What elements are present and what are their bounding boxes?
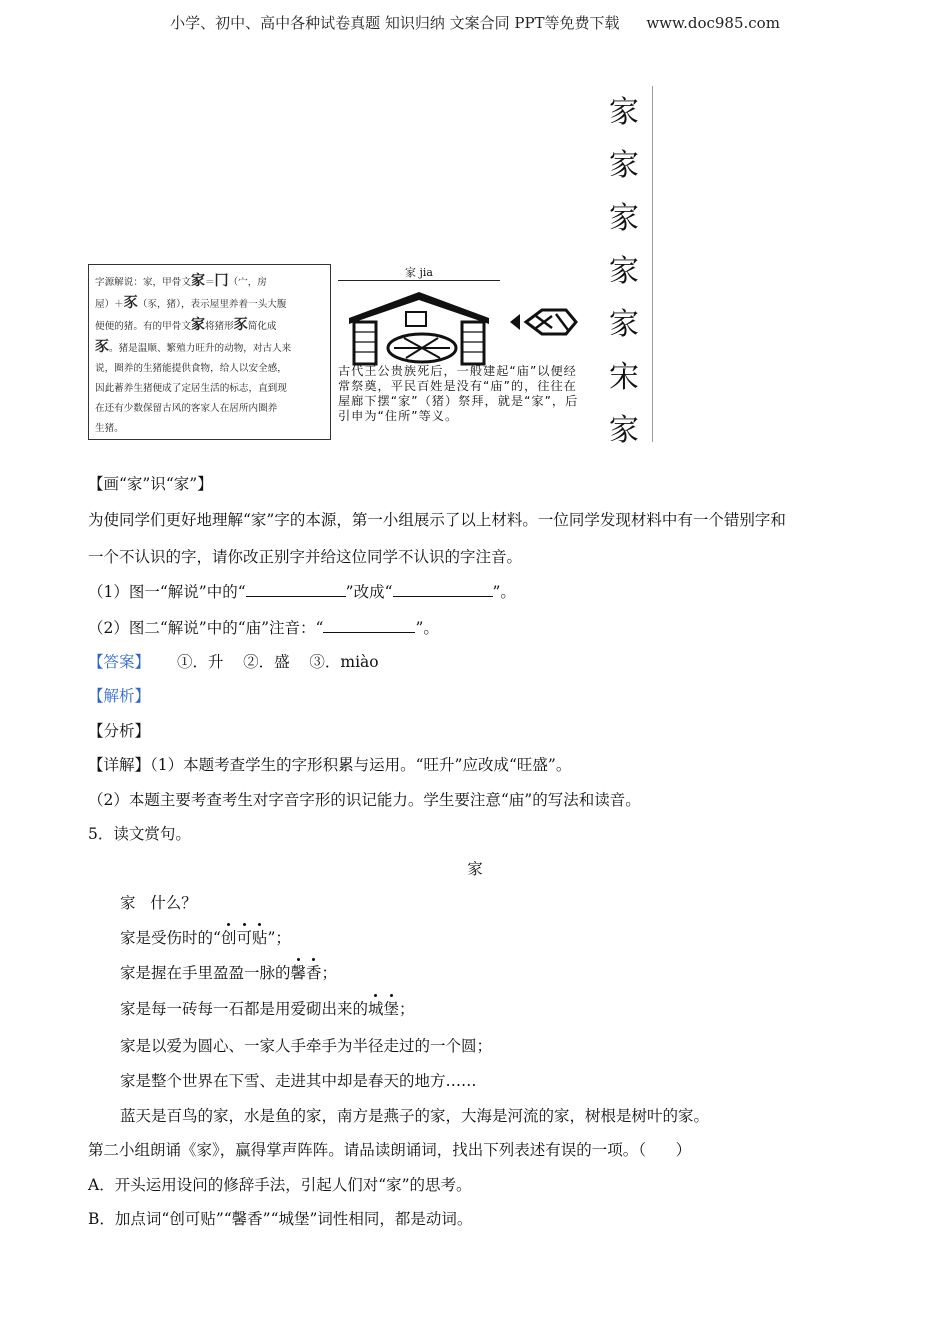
seal-script-glyph: 家 [609,201,639,236]
fig1-text: 说，圈养的生猪能提供食物，给人以安全感， [95,363,287,374]
seal-script-glyph: 家 [609,148,639,183]
fig1-text: 简化成 [247,321,277,332]
poem-title: 家 [467,860,483,878]
poem-text: ； [399,1000,415,1018]
detail-label: 【详解】 [88,756,151,774]
poem-text: 家是握在手里盈盈一脉的 [120,964,291,982]
detail-row [88,753,571,775]
question-1 [88,580,516,602]
poem-text: ”； [267,929,291,947]
dotted-char: 可 [236,926,252,948]
poem-line-5: 家是以爱为圆心、一家人手牵手为半径走过的一个圆； [120,1037,493,1055]
answer-row [88,650,379,672]
poem-line-4 [120,997,415,1019]
poem-line-7: 蓝天是百鸟的家，水是鱼的家，南方是燕子的家，大海是河流的家，树根是树叶的家。 [120,1107,710,1125]
poem-line-2 [120,926,291,948]
fig1-text: 屋）＋ [95,299,124,310]
fig1-text: 因此蓄养生猪便成了定居生活的标志，直到现 [95,383,287,394]
figure-1-explanation [88,264,331,440]
oracle-glyph-roof: 冂 [214,273,229,289]
seal-script-glyph: 家 [609,254,639,289]
answer-label: 【答案】 [88,653,151,671]
q1-mid: ”改成“ [345,583,393,601]
fig1-text: 生猪。 [95,423,124,434]
seal-script-glyph: 家 [609,95,639,130]
fig1-text: 字源解说：家，甲骨文 [95,277,191,288]
oracle-glyph-jia-2: 家 [190,317,205,333]
fig1-text: （宀，房 [228,277,267,288]
fig2-description: 古代王公贵族死后，一般建起“庙”以便经常祭奠，平民百姓是没有“庙”的，往往在屋廊下摆“家”（猪）祭拜，就是“家”，后引申为“住所”等义。 [338,364,579,423]
figure-group [88,86,668,446]
option-b[interactable]: B．加点词“创可贴”“馨香”“城堡”词性相同，都是动词。 [88,1210,473,1228]
fig1-text: 将猪形 [204,321,234,332]
oracle-glyph-jia: 家 [190,273,205,289]
answer-blank[interactable] [323,620,415,633]
house-illustration [344,288,494,366]
seal-script-glyph: 家 [609,413,639,448]
question-prompt: 第二小组朗诵《家》，赢得掌声阵阵。请品读朗诵词，找出下列表述有误的一项。（ ） [88,1141,692,1159]
intro-line-2: 一个不认识的字，请你改正别字并给这位同学不认识的字注音。 [88,548,523,566]
q1-prefix: （1）图一“解说”中的“ [88,583,246,601]
q2-suffix: ”。 [415,619,439,637]
answer-blank[interactable] [393,584,493,597]
fig1-text: 便便的猪。有的甲骨文 [95,321,191,332]
section-heading: 【画“家”识“家”】 [88,475,213,493]
analysis-label: 【解析】 [88,687,151,705]
q2-prefix: （2）图二“解说”中的“庙”注音：“ [88,619,324,637]
seal-script-glyph: 家 [609,307,639,342]
pig-glyph-illustration [508,304,580,340]
fenxi-label: 【分析】 [88,722,151,740]
intro-line-1: 为使同学们更好地理解“家”字的本源，第一小组展示了以上材料。一位同学发现材料中有一个错别字和 [88,511,786,529]
poem-text: 家是受伤时的“ [120,929,221,947]
poem-line-3 [120,961,337,983]
oracle-glyph-pig-3: 豕 [95,339,109,355]
page-header [0,12,950,33]
figure-2-house [338,264,586,446]
dotted-char: 香 [306,961,322,983]
fig1-text: 在还有少数保留古风的客家人在居所内圈养 [95,403,278,414]
answer-text: ①．升 ②．盛 ③．miào [176,653,379,671]
header-url[interactable]: www.doc985.com [646,14,780,32]
option-a[interactable]: A．开头运用设问的修辞手法，引起人们对“家”的思考。 [88,1176,472,1194]
fig1-text: ＝ [204,277,215,288]
seal-script-glyph: 宋 [609,360,639,395]
fig1-text: 。猪是温顺、繁殖力旺升的动物，对古人来 [109,343,292,354]
answer-blank[interactable] [246,584,346,597]
dotted-char: 馨 [291,961,307,983]
question-number: 5．读文赏句。 [88,825,191,843]
oracle-glyph-pig-2: 豕 [233,317,248,333]
header-text: 小学、初中、高中各种试卷真题 知识归纳 文案合同 PPT等免费下载 [170,14,620,32]
q1-suffix: ”。 [492,583,516,601]
poem-text: ； [321,964,338,982]
oracle-glyph-pig: 豕 [123,295,138,311]
fig2-caption: 家 jia [338,264,500,281]
dotted-char: 贴 [252,926,268,948]
question-2 [88,616,439,638]
dotted-char: 创 [221,926,237,948]
fig1-text: （豕，猪），表示屋里养着一头大腹 [137,299,287,310]
dotted-char: 堡 [384,997,400,1019]
poem-line-6: 家是整个世界在下雪、走进其中却是春天的地方…… [120,1072,477,1090]
poem-line-1: 家 什么？ [120,894,197,912]
figure-3-seal-evolution [602,86,653,448]
detail-2: （2）本题主要考查考生对字音字形的识记能力。学生要注意“庙”的写法和读音。 [88,791,641,809]
detail-1: （1）本题考查学生的字形积累与运用。“旺升”应改成“旺盛”。 [150,756,572,774]
dotted-char: 城 [368,997,384,1019]
poem-text: 家是每一砖每一石都是用爱砌出来的 [120,1000,369,1018]
